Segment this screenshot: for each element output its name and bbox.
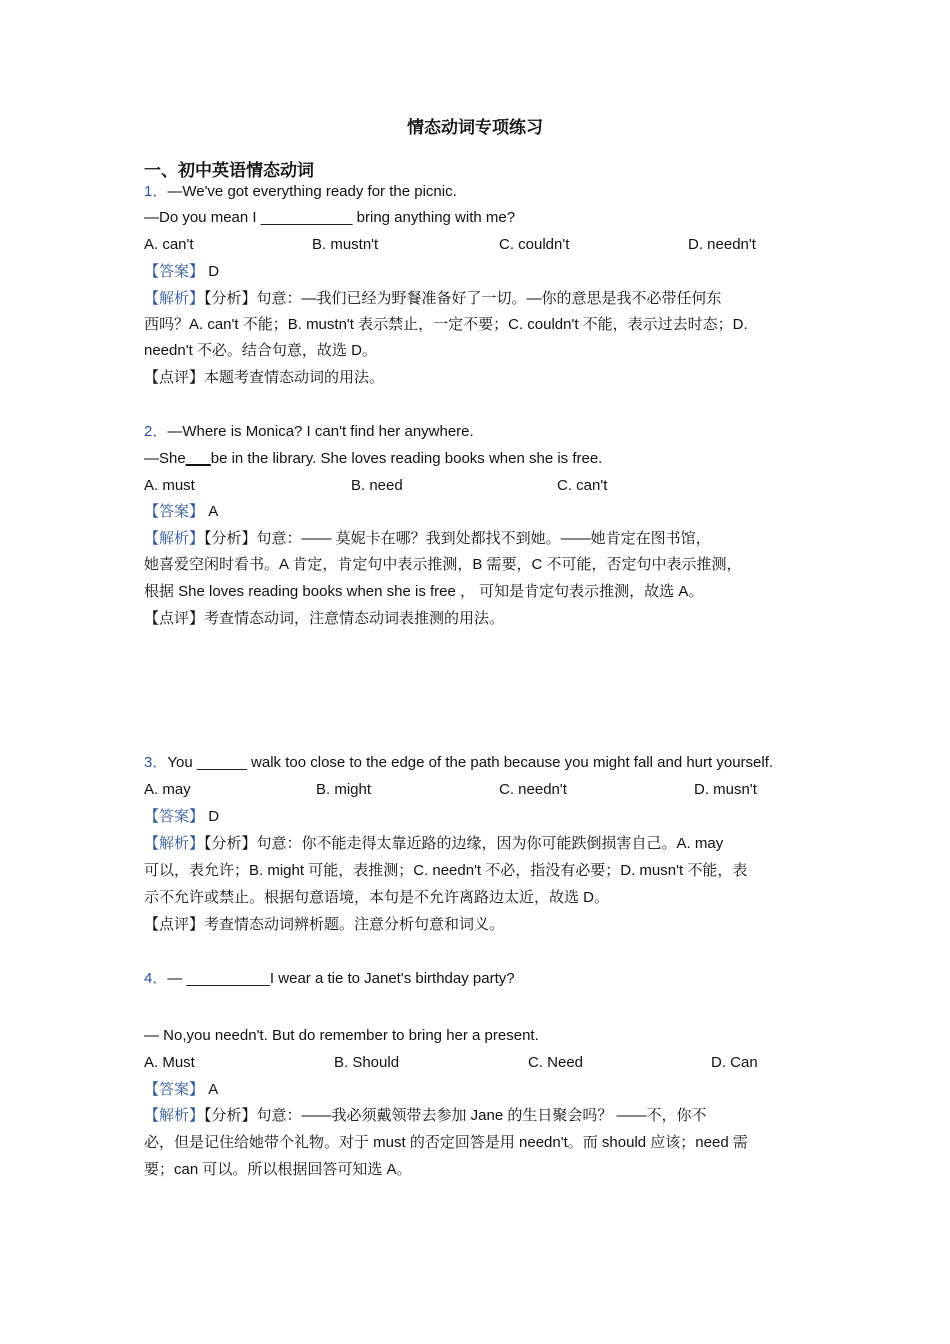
question-text: —Where is Monica? I can't find her anywhere. <box>167 423 474 440</box>
analysis-line-1 <box>144 834 723 854</box>
analysis-line-1 <box>144 1106 707 1126</box>
comment-label: 【点评】 <box>144 610 205 627</box>
question-2-line-2 <box>144 449 602 469</box>
answer-value: A <box>208 1081 219 1098</box>
analysis-line-2: 西吗？A. can't 不能；B. mustn't 表示禁止，一定不要；C. couldn't 不能，表示过去时态；D. <box>144 316 748 333</box>
comment-label: 【点评】 <box>144 369 205 386</box>
option-d: D. musn't <box>694 781 757 798</box>
comment-text: 考查情态动词辨析题。注意分析句意和词义。 <box>204 916 505 933</box>
analysis-line-3: needn't 不必。结合句意，故选 D。 <box>144 342 377 359</box>
option-d: D. needn't <box>688 236 756 253</box>
question-text: You ______ walk too close to the edge of the path because you might fall and hurt yourself. <box>167 754 774 771</box>
question-number: 4． <box>144 970 168 987</box>
question-text: — __________I wear a tie to Janet's birthday party? <box>167 970 515 987</box>
answer-label: 【答案】 <box>144 263 205 280</box>
question-text: be in the library. She loves reading books when she is free. <box>210 450 603 467</box>
comment-line <box>144 609 504 629</box>
option-a: A. Must <box>144 1054 195 1071</box>
comment-text: 本题考查情态动词的用法。 <box>204 369 385 386</box>
answer-blank: ___ <box>185 450 211 467</box>
section-heading: 一、初中英语情态动词 <box>144 161 314 180</box>
answer-label: 【答案】 <box>144 808 205 825</box>
analysis-label: 【解析】 <box>144 1107 205 1124</box>
analysis-line-3: 示不允许或禁止。根据句意语境，本句是不允许离路边太近，故选 D。 <box>144 889 610 906</box>
answer-line <box>144 1080 218 1100</box>
answer-label: 【答案】 <box>144 1081 205 1098</box>
analysis-line-3: 要；can 可以。所以根据回答可知选 A。 <box>144 1161 412 1178</box>
option-b: B. might <box>316 781 372 798</box>
comment-text: 考查情态动词，注意情态动词表推测的用法。 <box>204 610 505 627</box>
analysis-label: 【解析】 <box>144 835 205 852</box>
question-1-line-2: —Do you mean I ___________ bring anything with me? <box>144 209 516 226</box>
option-c: C. Need <box>528 1054 584 1071</box>
analysis-text: 【分析】句意：—— 莫妮卡在哪？我到处都找不到她。——她肯定在图书馆， <box>204 530 711 547</box>
question-text: —We've got everything ready for the picnic. <box>167 183 457 200</box>
analysis-line-1 <box>144 289 722 309</box>
answer-value: D <box>208 263 220 280</box>
option-c: C. needn't <box>499 781 567 798</box>
analysis-text: 【分析】句意：—我们已经为野餐准备好了一切。—你的意思是我不必带任何东 <box>204 290 722 307</box>
answer-line <box>144 807 219 827</box>
analysis-text: 【分析】句意：——我必须戴领带去参加 Jane 的生日聚会吗？ ——不，你不 <box>204 1107 707 1124</box>
analysis-line-2: 必，但是记住给她带个礼物。对于 must 的否定回答是用 needn't。而 should 应该；need 需 <box>144 1134 748 1151</box>
answer-line <box>144 262 219 282</box>
question-number: 3． <box>144 754 168 771</box>
option-c: C. can't <box>557 477 608 494</box>
answer-line <box>144 502 218 522</box>
question-2-line-1 <box>144 422 474 442</box>
answer-value: A <box>208 503 219 520</box>
option-d: D. Can <box>711 1054 758 1071</box>
question-text: —She <box>144 450 186 467</box>
answer-label: 【答案】 <box>144 503 205 520</box>
question-4-line-1 <box>144 969 515 989</box>
comment-line <box>144 368 384 388</box>
question-number: 2． <box>144 423 168 440</box>
question-1-line-1 <box>144 182 457 202</box>
analysis-text: 【分析】句意：你不能走得太靠近路的边缘，因为你可能跌倒损害自己。A. may <box>204 835 724 852</box>
answer-value: D <box>208 808 220 825</box>
question-3-line-1 <box>144 753 773 773</box>
analysis-line-2: 她喜爱空闲时看书。A 肯定，肯定句中表示推测，B 需要，C 不可能，否定句中表示推测， <box>144 556 742 573</box>
option-a: A. must <box>144 477 195 494</box>
analysis-line-3: 根据 She loves reading books when she is free ， 可知是肯定句表示推测，故选 A。 <box>144 583 704 600</box>
analysis-line-2: 可以，表允许；B. might 可能，表推测；C. needn't 不必，指没有必要；D. musn't 不能，表 <box>144 862 748 879</box>
comment-line <box>144 915 504 935</box>
option-b: B. Should <box>334 1054 400 1071</box>
analysis-label: 【解析】 <box>144 530 205 547</box>
option-b: B. need <box>351 477 403 494</box>
option-a: A. can't <box>144 236 194 253</box>
comment-label: 【点评】 <box>144 916 205 933</box>
option-b: B. mustn't <box>312 236 379 253</box>
question-number: 1． <box>144 183 168 200</box>
option-a: A. may <box>144 781 191 798</box>
analysis-line-1 <box>144 529 711 549</box>
question-4-line-2: — No,you needn't. But do remember to bring her a present. <box>144 1027 539 1044</box>
page-title: 情态动词专项练习 <box>407 118 543 137</box>
option-c: C. couldn't <box>499 236 570 253</box>
analysis-label: 【解析】 <box>144 290 205 307</box>
